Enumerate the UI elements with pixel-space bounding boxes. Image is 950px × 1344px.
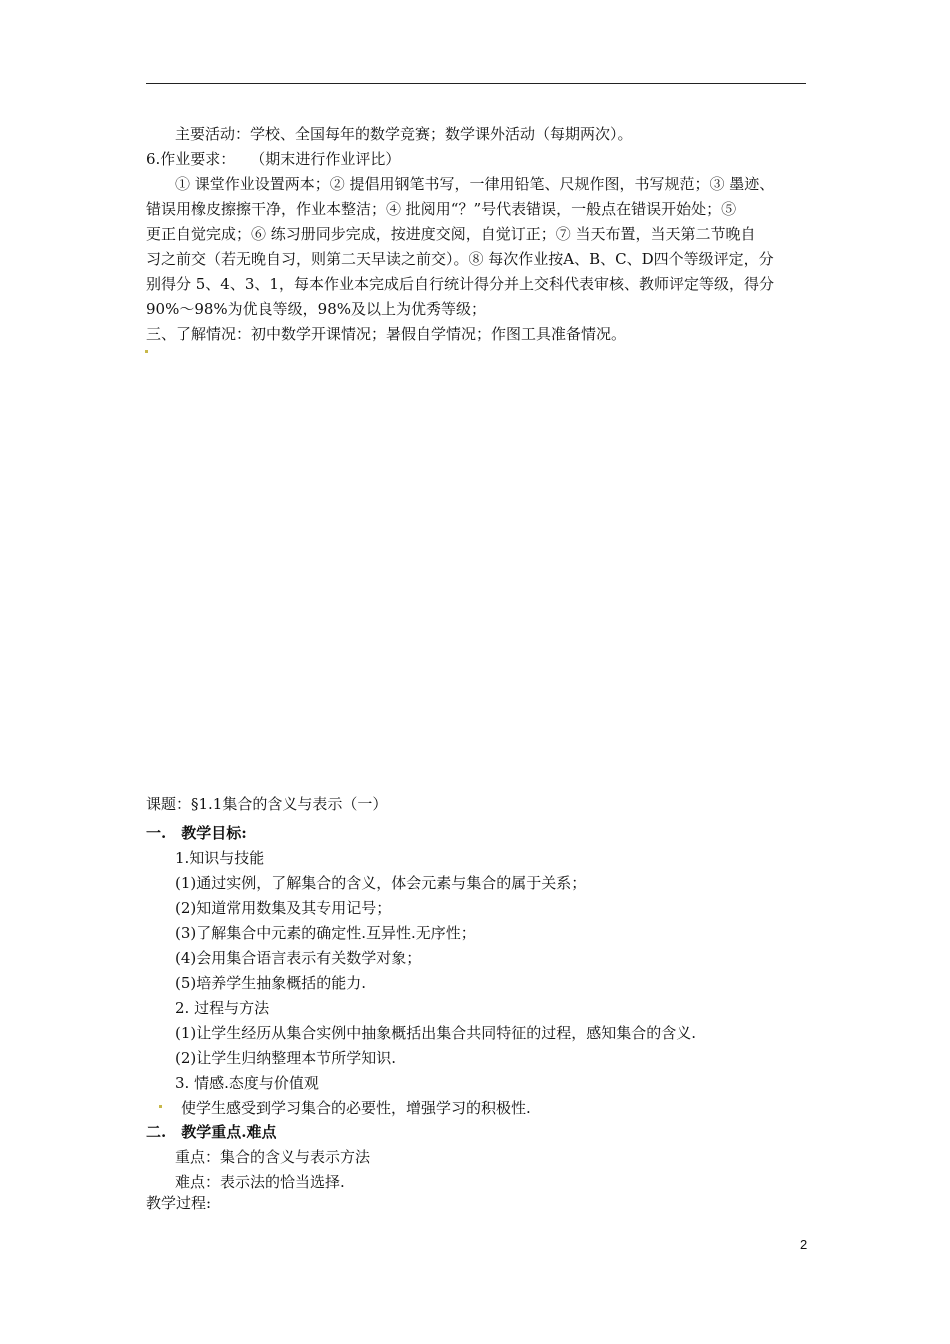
homework-line-2: 错误用橡皮擦擦干净，作业本整洁；④ 批阅用“？”号代表错误，一般点在错误开始处；⑤ (146, 200, 737, 218)
knowledge-item-2: (2)知道常用数集及其专用记号； (175, 899, 392, 917)
lesson-title: 课题：§1.1集合的含义与表示（一） (146, 795, 388, 813)
section-1-heading: 一. 教学目标: (146, 824, 247, 842)
process-heading: 2. 过程与方法 (175, 999, 270, 1017)
process-item-1: (1)让学生经历从集合实例中抽象概括出集合共同特征的过程，感知集合的含义. (175, 1024, 697, 1042)
knowledge-item-4: (4)会用集合语言表示有关数学对象； (175, 949, 422, 967)
difficult-point: 难点：表示法的恰当选择. (175, 1173, 345, 1191)
knowledge-item-5: (5)培养学生抽象概括的能力. (175, 974, 367, 992)
key-point: 重点：集合的含义与表示方法 (175, 1148, 371, 1166)
teaching-process-label: 教学过程: (146, 1194, 212, 1212)
knowledge-heading: 1.知识与技能 (175, 849, 265, 867)
emotion-heading: 3. 情感.态度与价值观 (175, 1074, 319, 1092)
speck-mark (145, 350, 148, 353)
activities-line: 主要活动：学校、全国每年的数学竞赛；数学课外活动（每期两次）。 (175, 125, 633, 143)
emotion-text: 使学生感受到学习集合的必要性，增强学习的积极性. (181, 1099, 531, 1117)
knowledge-item-1: (1)通过实例，了解集合的含义，体会元素与集合的属于关系； (175, 874, 587, 892)
speck-mark (159, 1105, 162, 1108)
homework-line-1: ① 课堂作业设置两本；② 提倡用钢笔书写，一律用铅笔、尺规作图，书写规范；③ 墨迹、 (175, 175, 775, 193)
homework-line-4: 习之前交（若无晚自习，则第二天早读之前交）。⑧ 每次作业按A、B、C、D四个等级评定，分 (146, 250, 774, 268)
homework-line-5: 别得分 5、4、3、1，每本作业本完成后自行统计得分并上交科代表审核、教师评定等级，得分 (146, 275, 774, 293)
homework-line-3: 更正自觉完成；⑥ 练习册同步完成，按进度交阅，自觉订正；⑦ 当天布置，当天第二节晚自 (146, 225, 756, 243)
section-2-heading: 二. 教学重点.难点 (146, 1123, 277, 1141)
homework-heading: 6.作业要求： （期末进行作业评比） (146, 150, 401, 168)
page-number: 2 (800, 1237, 808, 1252)
knowledge-item-3: (3)了解集合中元素的确定性.互异性.无序性； (175, 924, 476, 942)
process-item-2: (2)让学生归纳整理本节所学知识. (175, 1049, 397, 1067)
header-rule (146, 83, 806, 84)
understanding-line: 三、了解情况：初中数学开课情况；暑假自学情况；作图工具准备情况。 (146, 325, 627, 343)
homework-line-6: 90%～98%为优良等级，98%及以上为优秀等级； (146, 300, 487, 318)
